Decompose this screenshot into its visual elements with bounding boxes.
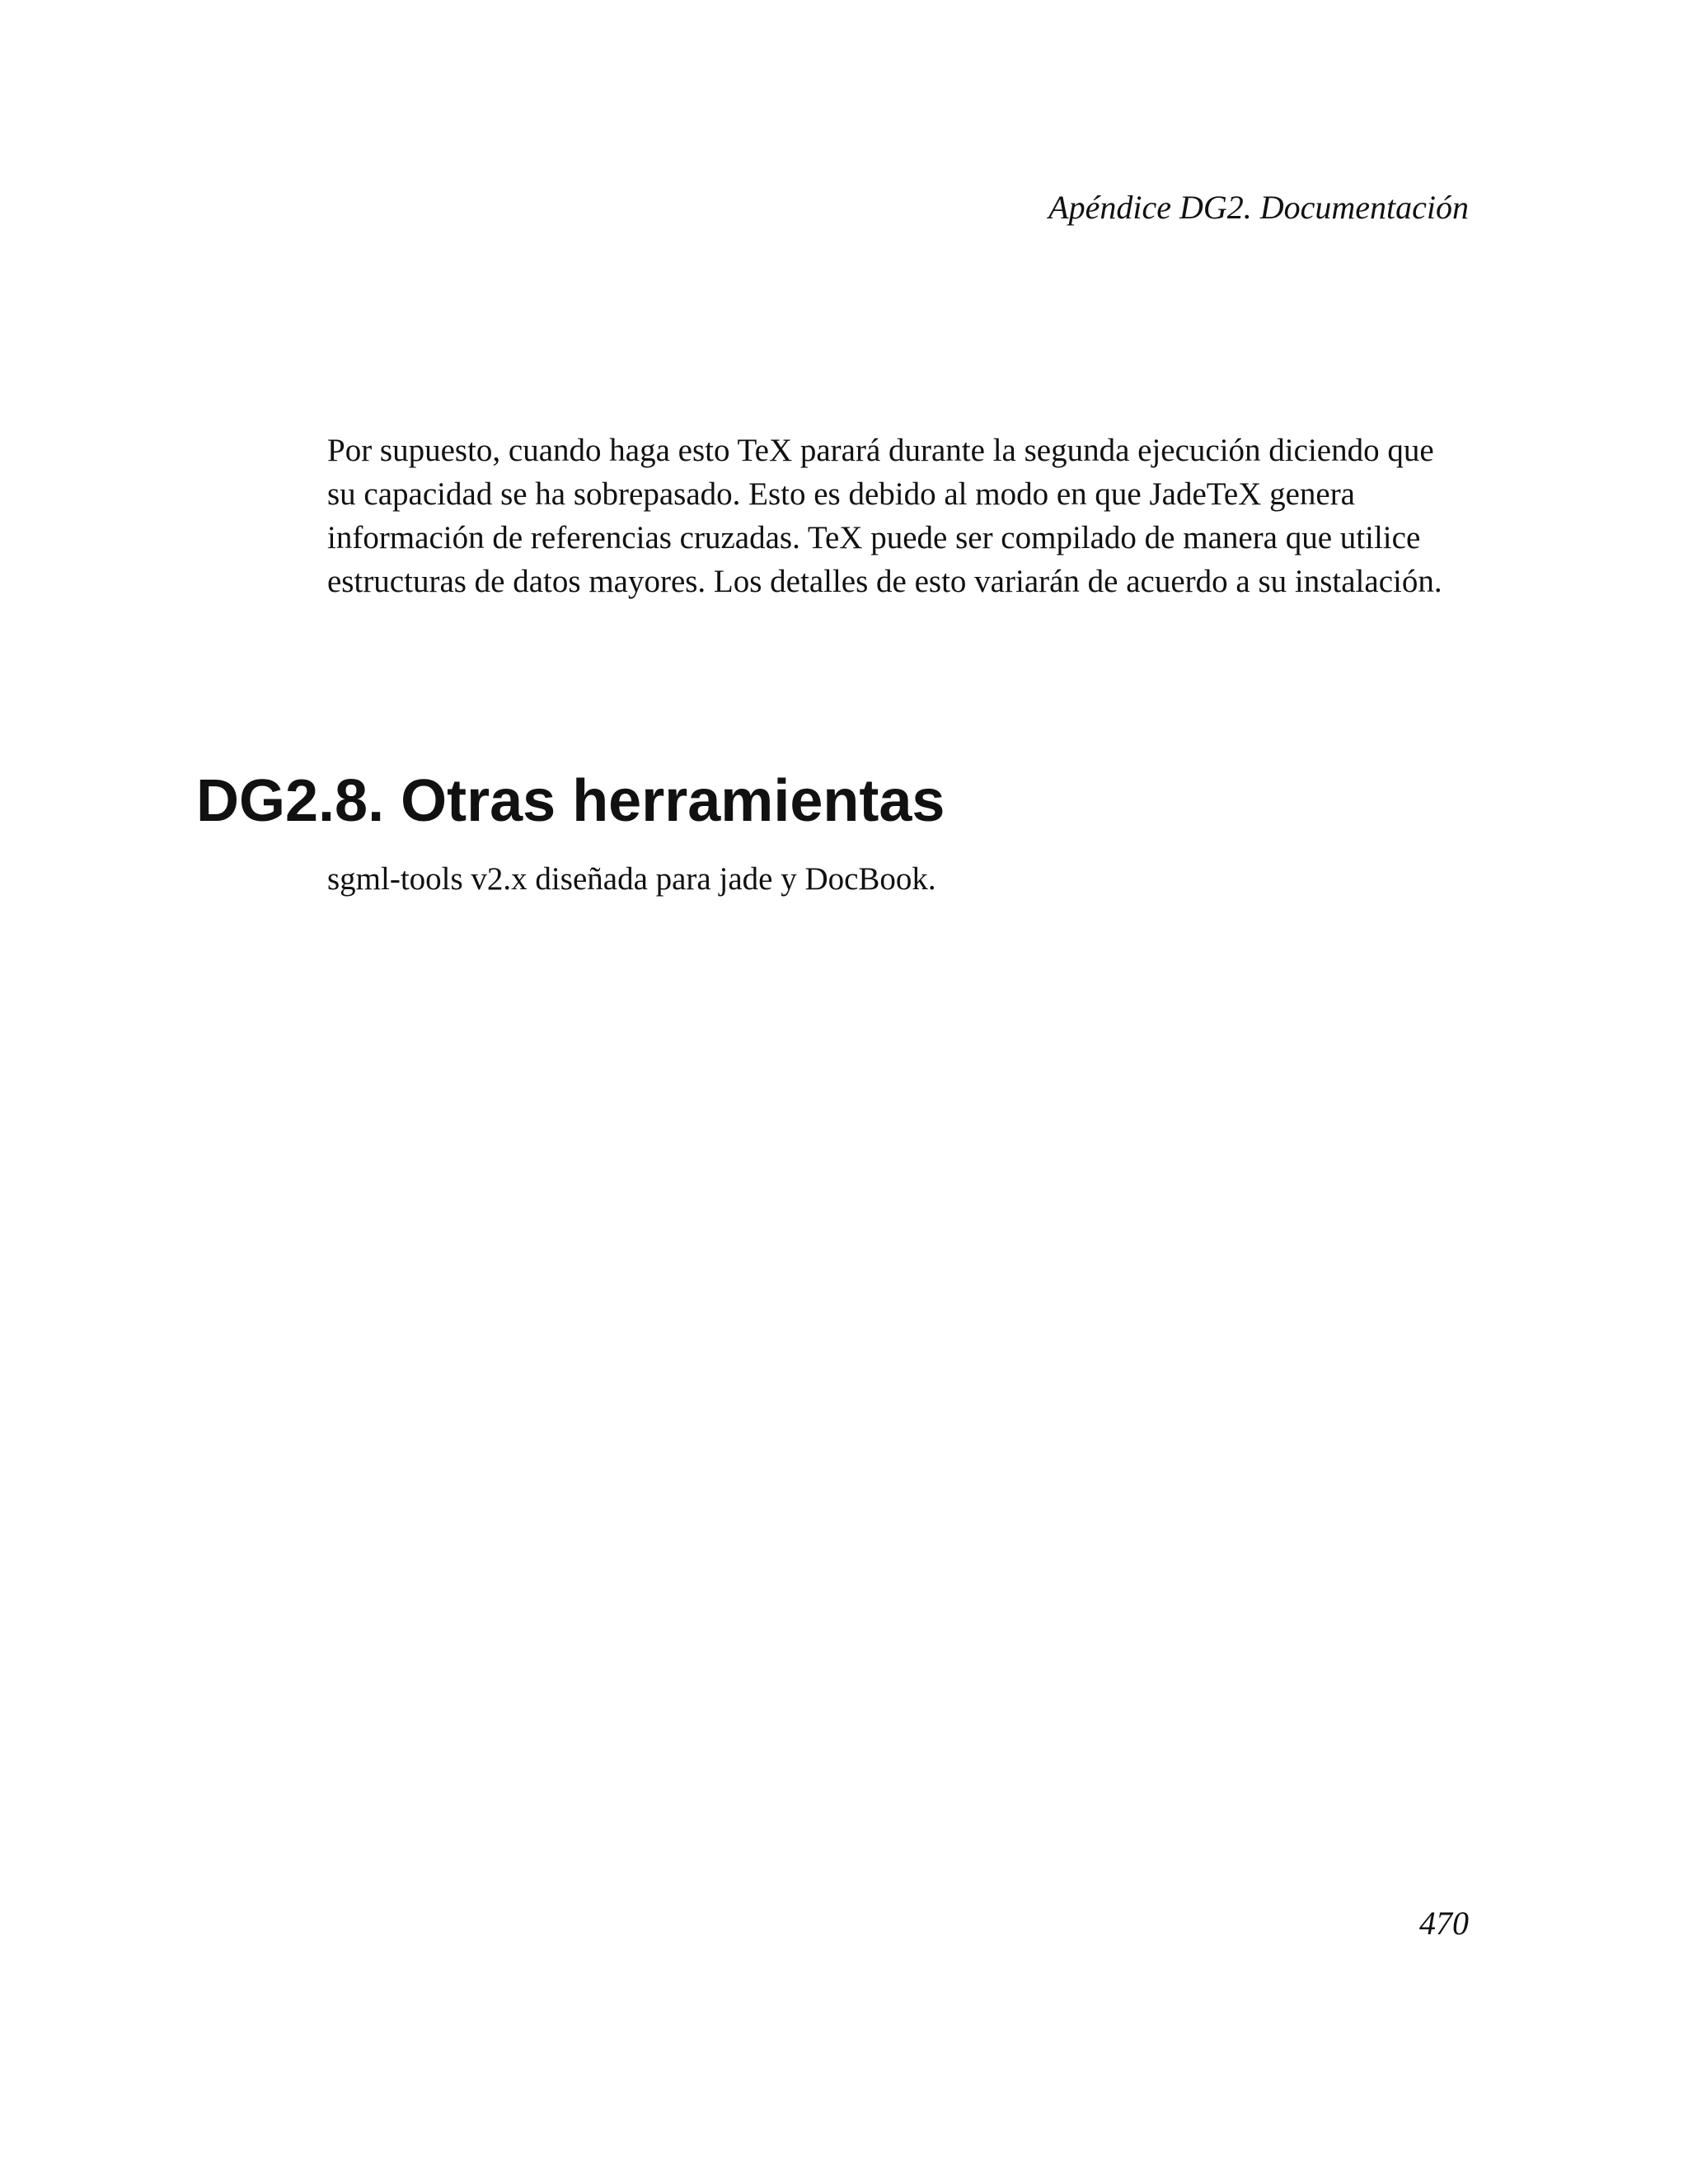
paragraph-line: su capacidad se ha sobrepasado. Esto es debido al modo en que JadeTeX genera	[327, 476, 1355, 512]
paragraph-line: información de referencias cruzadas. TeX puede ser compilado de manera que utilice	[327, 520, 1421, 555]
page-number: 470	[1419, 1905, 1469, 1942]
paragraph-line: Por supuesto, cuando haga esto TeX parará durante la segunda ejecución diciendo que	[327, 433, 1434, 468]
paragraph-line: estructuras de datos mayores. Los detalles de esto variarán de acuerdo a su instalación.	[327, 564, 1442, 599]
body-paragraph	[327, 429, 1481, 603]
section-heading: DG2.8. Otras herramientas	[196, 768, 945, 834]
section-paragraph: sgml-tools v2.x diseñada para jade y DocBook.	[327, 861, 936, 897]
running-header: Apéndice DG2. Documentación	[1048, 189, 1469, 226]
